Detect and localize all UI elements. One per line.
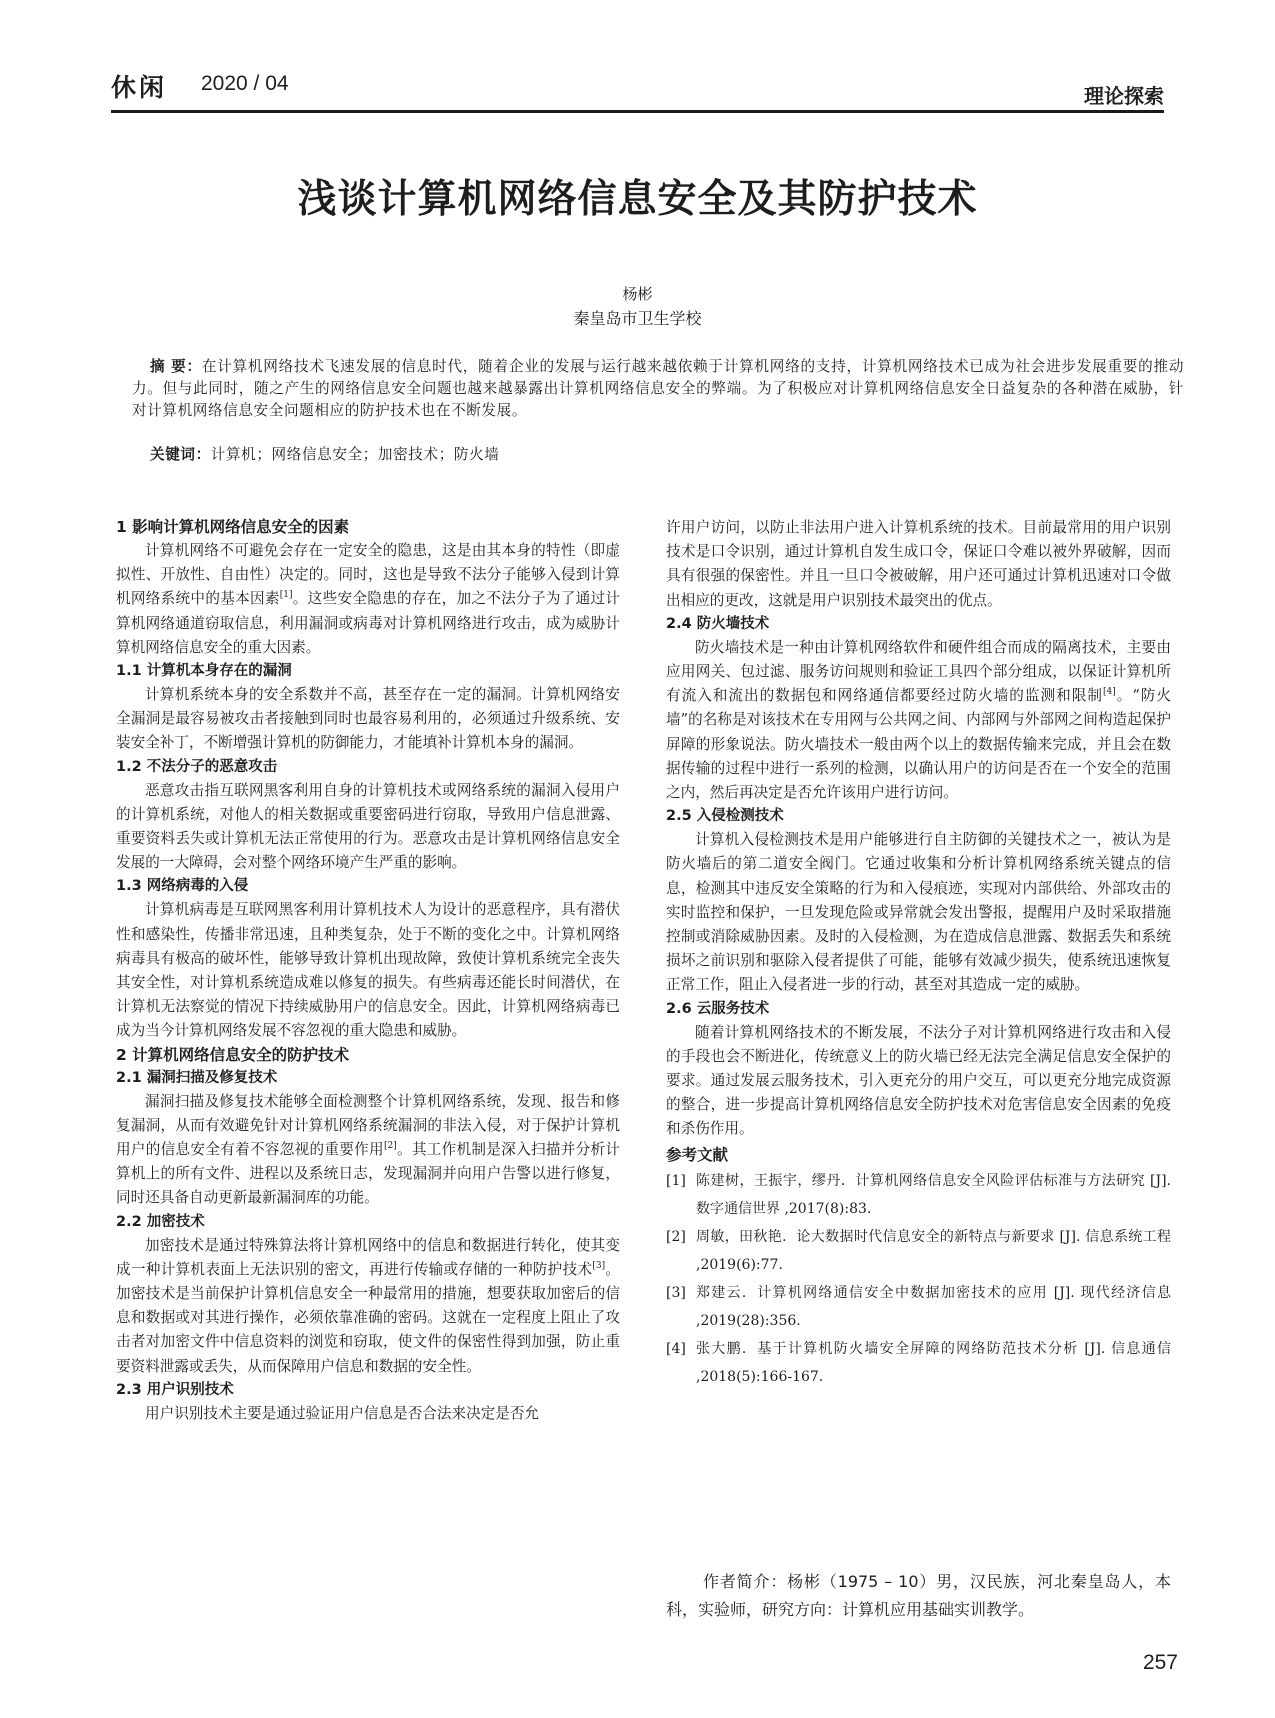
subsection-heading: 1.3 网络病毒的入侵	[116, 878, 249, 895]
paragraph-text: 。其工作机制是深入扫描并分析计算机上的所有文件、进程以及系统日志，发现漏洞并向用户告警以进行修复，同时还具备自动更新最新漏洞库的功能。	[116, 1141, 620, 1207]
author-bio: 作者简介：杨彬（1975 – 10）男，汉民族，河北秦皇岛人，本科，实验师，研究方向：计算机应用基础实训教学。	[666, 1572, 1171, 1619]
paragraph-text: 。这些安全隐患的存在，加之不法分子为了通过计算机网络通道窃取信息，利用漏洞或病毒对计算机网络进行攻击，成为威胁计算机网络信息安全的重大因素。	[116, 590, 620, 656]
body-paragraph	[666, 636, 1171, 805]
reference-item	[666, 1167, 1171, 1223]
body-paragraph: 计算机病毒是互联网黑客利用计算机技术人为设计的恶意程序，具有潜伏性和感染性，传播非常迅速，且种类复杂，处于不断的变化之中。计算机网络病毒具有极高的破坏性，能够导致计算机出现故障，致使计算机系统完全丧失其安全性，对计算机系统造成难以修复的损失。有些病毒还能长时间潜伏，在计算机无法察觉的情况下持续威胁用户的信息安全。因此，计算机网络病毒已成为当今计算机网络发展不容忽视的重大隐患和威胁。	[116, 901, 620, 1040]
citation-ref: [1]	[279, 590, 293, 601]
citation-ref: [2]	[383, 1141, 397, 1152]
reference-item	[666, 1223, 1171, 1279]
author-name: 杨彬	[622, 285, 653, 303]
reference-number: [2]	[666, 1228, 686, 1245]
section-name: 理论探索	[1084, 84, 1164, 108]
abstract-text: 在计算机网络技术飞速发展的信息时代，随着企业的发展与运行越来越依赖于计算机网络的支持，计算机网络技术已成为社会进步发展重要的推动力。但与此同时，随之产生的网络信息安全问题也越来越暴露出计算机网络信息安全的弊端。为了积极应对计算机网络信息安全日益复杂的各种潜在威胁，针对计算机网络信息安全问题相应的防护技术也在不断发展。	[132, 358, 1185, 419]
body-paragraph	[116, 1090, 620, 1211]
reference-text: 周敏，田秋艳．论大数据时代信息安全的新特点与新要求 [J]. 信息系统工程 ,2019(6):77.	[696, 1228, 1171, 1273]
body-paragraph-continued: 许用户访问，以防止非法用户进入计算机系统的技术。目前最常用的用户识别技术是口令识别，通过计算机自发生成口令，保证口令难以被外界破解，因而具有很强的保密性。并且一旦口令被破解，用户还可通过计算机迅速对口令做出相应的更改，这就是用户识别技术最突出的优点。	[666, 519, 1171, 609]
subsection-heading: 2.1 漏洞扫描及修复技术	[116, 1069, 278, 1086]
keywords	[150, 444, 1180, 466]
reference-text: 张大鹏．基于计算机防火墙安全屏障的网络防范技术分析 [J]. 信息通信 ,2018(5):166-167.	[696, 1340, 1171, 1385]
paragraph-text: 。加密技术是当前保护计算机信息安全一种最常用的措施，想要获取加密后的信息和数据或对其进行操作，必须依靠准确的密码。这就在一定程度上阻止了攻击者对加密文件中信息资料的浏览和窃取，使文件的保密性得到加强，防止重要资料泄露或丢失，从而保障用户信息和数据的安全性。	[116, 1260, 620, 1375]
citation-ref: [4]	[1102, 687, 1116, 698]
subsection-heading: 2.4 防火墙技术	[666, 615, 770, 632]
issue-number: 2020 / 04	[201, 72, 289, 95]
paragraph-text: 计算机网络不可避免会存在一定安全的隐患，这是由其本身的特性（即虚拟性、开放性、自由性）决定的。同时，这也是导致不法分子能够入侵到计算机网络系统中的基本因素	[116, 542, 620, 608]
references-heading: 参考文献	[666, 1145, 729, 1164]
page-number: 257	[1142, 1651, 1178, 1674]
abstract-label: 摘 要：	[150, 358, 202, 375]
body-paragraph: 计算机入侵检测技术是用户能够进行自主防御的关键技术之一，被认为是防火墙后的第二道安全阀门。它通过收集和分析计算机网络系统关键点的信息，检测其中违反安全策略的行为和入侵痕迹，实现对内部供给、外部攻击的实时监控和保护，一旦发现危险或异常就会发出警报，提醒用户及时采取措施控制或消除威胁因素。及时的入侵检测，为在造成信息泄露、数据丢失和系统损坏之前识别和驱除入侵者提供了可能，能够有效减少损失，使系统迅速恢复正常工作，阻止入侵者进一步的行动，甚至对其造成一定的威胁。	[666, 831, 1171, 994]
paragraph-text: 。“防火墙”的名称是对该技术在专用网与公共网之间、内部网与外部网之间构造起保护屏障的形象说法。防火墙技术一般由两个以上的数据传输来完成，并且会在数据传输的过程中进行一系列的检测，以确认用户的访问是否在一个安全的范围之内，然后再决定是否允许该用户进行访问。	[666, 687, 1171, 802]
keywords-label: 关键词：	[150, 446, 211, 463]
subsection-heading: 1.1 计算机本身存在的漏洞	[116, 663, 292, 680]
subsection-heading: 2.3 用户识别技术	[116, 1381, 234, 1398]
reference-text: 陈建树，王振宇，缪丹．计算机网络信息安全风险评估标准与方法研究 [J]. 数字通信世界 ,2017(8):83.	[696, 1172, 1171, 1217]
subsection-heading: 2.6 云服务技术	[666, 1000, 770, 1017]
subsection-heading: 2.5 入侵检测技术	[666, 808, 784, 825]
keywords-text: 计算机；网络信息安全；加密技术；防火墙	[210, 446, 500, 463]
section-heading: 2 计算机网络信息安全的防护技术	[116, 1045, 350, 1064]
reference-number: [3]	[666, 1284, 686, 1301]
paragraph-text: 漏洞扫描及修复技术能够全面检测整个计算机网络系统，发现、报告和修复漏洞，从而有效避免针对计算机网络系统漏洞的非法入侵，对于保护计算机用户的信息安全有着不容忽视的重要作用	[116, 1092, 620, 1159]
left-column	[116, 516, 620, 1426]
author-affiliation: 秦皇岛市卫生学校	[573, 309, 702, 328]
reference-number: [4]	[666, 1340, 686, 1357]
reference-number: [1]	[666, 1172, 686, 1189]
reference-item	[666, 1335, 1171, 1391]
body-paragraph	[116, 1234, 620, 1379]
body-paragraph: 随着计算机网络技术的不断发展，不法分子对计算机网络进行攻击和入侵的手段也会不断进化，传统意义上的防火墙已经无法完全满足信息安全保护的要求。通过发展云服务技术，引入更充分的用户交互，可以更充分地完成资源的整合，进一步提高计算机网络信息安全防护技术对危害信息安全因素的免疫和杀伤作用。	[666, 1023, 1171, 1138]
paragraph-text: 防火墙技术是一种由计算机网络软件和硬件组合而成的隔离技术，主要由应用网关、包过滤、服务访问规则和验证工具四个部分组成，以保证计算机所有流入和流出的数据包和网络通信都要经过防火墙的监测和限制	[666, 638, 1171, 705]
body-paragraph: 计算机系统本身的安全系数并不高，甚至存在一定的漏洞。计算机网络安全漏洞是最容易被攻击者接触到同时也最容易利用的，必须通过升级系统、安装安全补丁，不断增强计算机的防御能力，才能填补计算机本身的漏洞。	[116, 686, 620, 752]
paragraph-text: 加密技术是通过特殊算法将计算机网络中的信息和数据进行转化，使其变成一种计算机表面上无法识别的密文，再进行传输或存储的一种防护技术	[116, 1236, 620, 1278]
body-paragraph: 用户识别技术主要是通过验证用户信息是否合法来决定是否允	[145, 1404, 540, 1422]
reference-text: 郑建云．计算机网络通信安全中数据加密技术的应用 [J]. 现代经济信息 ,2019(28):356.	[696, 1284, 1171, 1329]
body-paragraph	[116, 539, 620, 660]
abstract	[132, 356, 1184, 422]
journal-name: 休闲	[111, 73, 168, 102]
running-header	[111, 62, 1164, 113]
reference-list	[666, 1167, 1171, 1391]
section-heading: 1 影响计算机网络信息安全的因素	[116, 518, 350, 536]
citation-ref: [3]	[592, 1261, 606, 1272]
subsection-heading: 2.2 加密技术	[116, 1213, 205, 1230]
subsection-heading: 1.2 不法分子的恶意攻击	[116, 758, 278, 775]
reference-item	[666, 1279, 1171, 1335]
body-paragraph: 恶意攻击指互联网黑客利用自身的计算机技术或网络系统的漏洞入侵用户的计算机系统，对他人的相关数据或重要密码进行窃取，导致用户信息泄露、重要资料丢失或计算机无法正常使用的行为。恶意攻击是计算机网络信息安全发展的一大障碍，会对整个网络环境产生严重的影响。	[116, 781, 620, 872]
paper-title: 浅谈计算机网络信息安全及其防护技术	[297, 177, 978, 222]
right-column	[666, 516, 1171, 1391]
